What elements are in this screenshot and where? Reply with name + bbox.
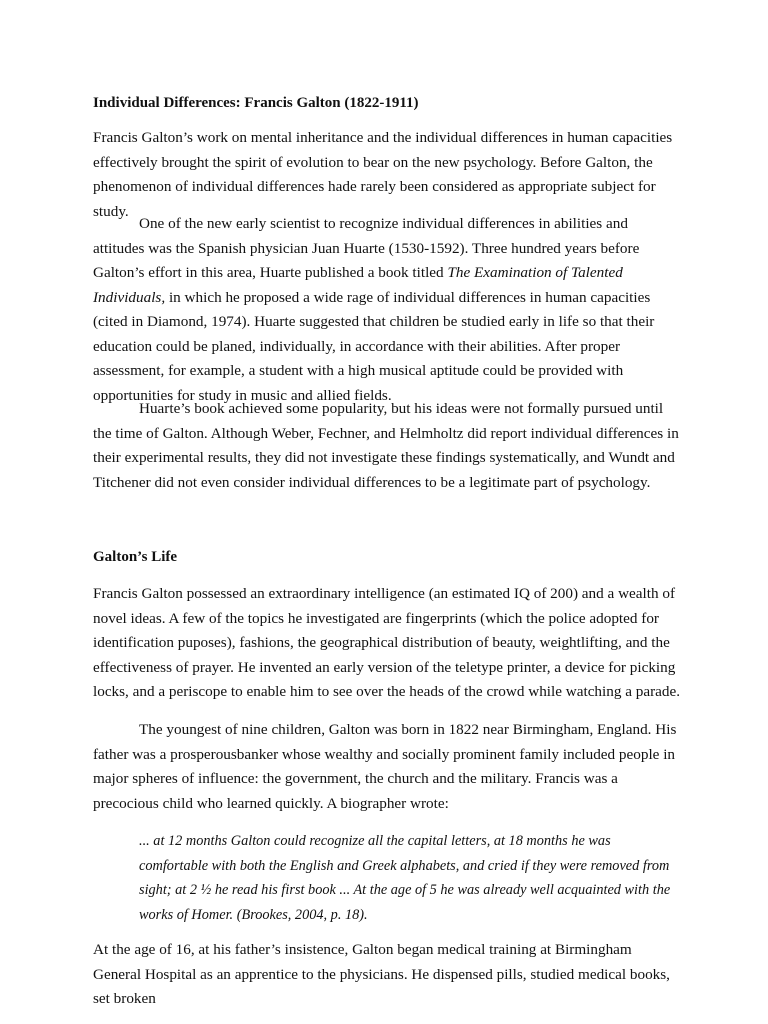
block-quote-biographer: ... at 12 months Galton could recognize all the capital letters, at 18 months he was comfortable with both the English and Greek alphabets, and cried if they were removed from sight; at 2 ½ he read his first book ... At the age of 5 he was already well acquainted with the works of Homer. (Brookes, 2004, p. 18).	[139, 833, 671, 923]
section-heading-galtons-life: Galton’s Life	[93, 549, 178, 565]
paragraph-huarte	[93, 212, 683, 408]
paragraph-medical-training: At the age of 16, at his father’s insistence, Galton began medical training at Birmingham General Hospital as an apprentice to the physicians. He dispensed pills, studied medical books, set broken	[93, 941, 670, 1007]
paragraph-intro: Francis Galton’s work on mental inheritance and the individual differences in human capacities effectively brought the spirit of evolution to bear on the new psychology. Before Galton, the phenomenon of individual differences hade rarely been considered as appropriate subject for study.	[93, 129, 673, 220]
paragraph-huarte-popularity: Huarte’s book achieved some popularity, but his ideas were not formally pursued until the time of Galton. Although Weber, Fechner, and Helmholtz did report individual differences in their experimental results, they did not investigate these findings systematically, and Wundt and Titchener did not even consider individual differences to be a legitimate part of psychology.	[93, 400, 679, 491]
paragraph-galton-childhood: The youngest of nine children, Galton was born in 1822 near Birmingham, England. His father was a prosperousbanker whose wealthy and socially prominent family included people in major spheres of influence: the government, the church and the military. Francis was a precocious child who learned quickly. A biographer wrote:	[93, 721, 677, 812]
section-heading-individual-differences: Individual Differences: Francis Galton (1822-1911)	[93, 95, 419, 111]
paragraph-huarte-text-2: in which he proposed a wide rage of individual differences in human capacities (cited in Diamond, 1974). Huarte suggested that children be studied early in life so that their education could be planed, individually, in accordance with their abilities. After proper assessment, for example, a student with a high musical aptitude could be provided with opportunities for study in music and allied fields.	[93, 288, 655, 404]
paragraph-huarte-text-1: One of the new early scientist to recognize individual differences in abilities and attitudes was the Spanish physician Juan Huarte (1530-1592). Three hundred years before Galton’s effort in this area, Huarte published a book titled	[93, 215, 640, 281]
book-title: The Examination of Talented Individuals,	[93, 264, 623, 306]
paragraph-galton-intelligence: Francis Galton possessed an extraordinary intelligence (an estimated IQ of 200) and a wealth of novel ideas. A few of the topics he investigated are fingerprints (which the police adopted for identification puposes), fashions, the geographical distribution of beauty, weightlifting, and the effectiveness of prayer. He invented an early version of the teletype printer, a device for picking locks, and a periscope to enable him to see over the heads of the crowd while watching a parade.	[93, 585, 681, 700]
